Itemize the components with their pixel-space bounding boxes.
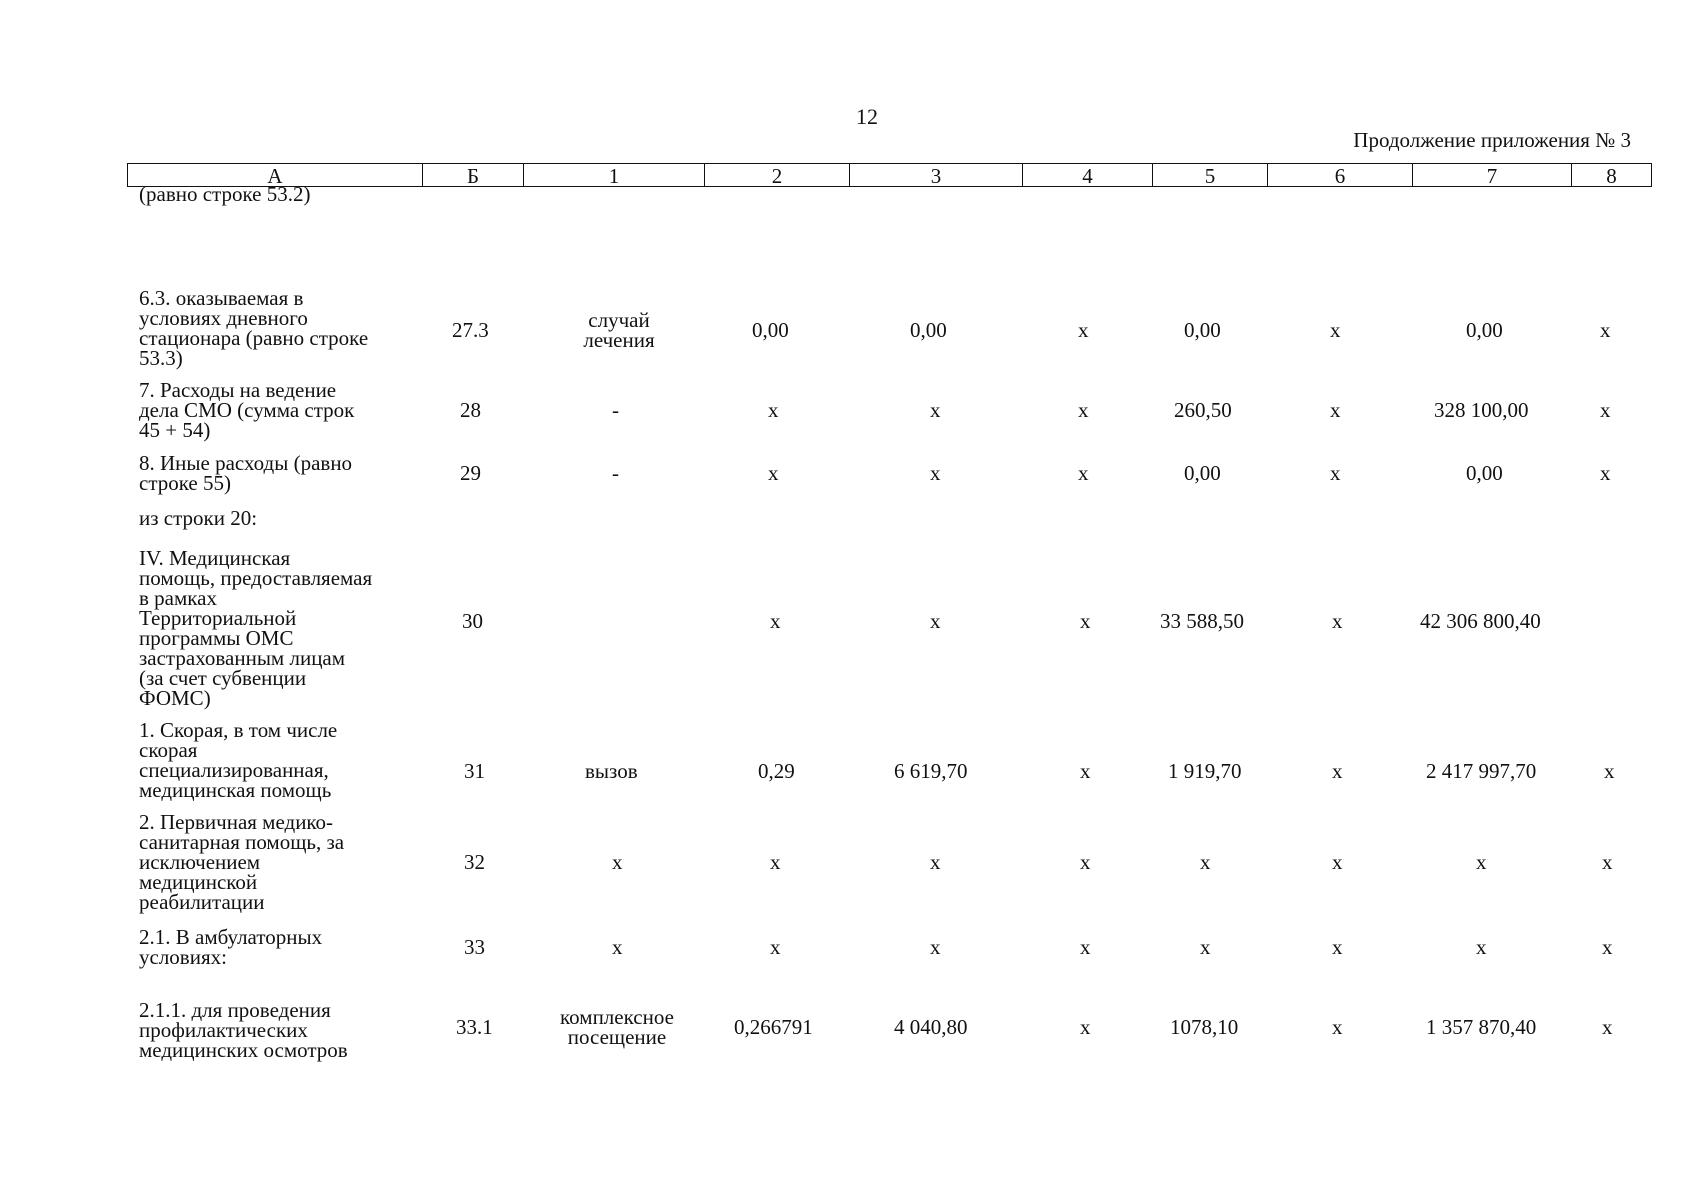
value-col-4: х (1080, 759, 1091, 783)
value-col-3: 6 619,70 (894, 759, 968, 783)
value-col-3: х (930, 609, 941, 633)
unit-cell: - (612, 461, 619, 485)
value-col-7: 328 100,00 (1434, 398, 1529, 422)
value-col-2: х (770, 850, 781, 874)
value-col-5: х (1200, 850, 1211, 874)
unit-cell: комплексное посещение (560, 1005, 674, 1049)
row-code: 27.3 (452, 318, 489, 342)
value-col-6: х (1330, 398, 1341, 422)
continuation-title: Продолжение приложения № 3 (1353, 128, 1631, 152)
row-code: 31 (464, 759, 485, 783)
value-col-5: 260,50 (1174, 398, 1232, 422)
value-col-2: 0,29 (758, 759, 795, 783)
row-label: из строки 20: (139, 506, 258, 530)
header-col-2: 2 (705, 164, 850, 187)
value-col-2: 0,00 (752, 318, 789, 342)
value-col-7: 0,00 (1466, 461, 1503, 485)
value-col-4: х (1080, 609, 1091, 633)
value-col-7: 0,00 (1466, 318, 1503, 342)
row-label: 2. Первичная медико- санитарная помощь, за исключением медицинской реабилитации (139, 810, 345, 914)
unit-cell: вызов (585, 759, 638, 783)
row-label: 2.1. В амбулаторных условиях: (139, 925, 323, 969)
header-col-a: А (128, 164, 423, 187)
row-label: (равно строке 53.2) (139, 182, 311, 206)
value-col-8: х (1600, 318, 1611, 342)
value-col-6: х (1332, 935, 1343, 959)
value-col-2: 0,266791 (734, 1015, 813, 1039)
value-col-6: х (1332, 850, 1343, 874)
header-col-b: Б (423, 164, 524, 187)
value-col-3: х (930, 461, 941, 485)
value-col-2: х (768, 461, 779, 485)
value-col-4: х (1080, 850, 1091, 874)
value-col-6: х (1332, 609, 1343, 633)
value-col-5: 33 588,50 (1160, 609, 1244, 633)
row-label: 6.3. оказываемая в условиях дневного стационара (равно строке 53.3) (139, 286, 369, 370)
row-code: 33.1 (456, 1015, 493, 1039)
unit-cell: случай лечения (583, 308, 655, 352)
page-number: 12 (856, 104, 878, 129)
value-col-5: 1 919,70 (1168, 759, 1242, 783)
value-col-6: х (1332, 1015, 1343, 1039)
value-col-3: 0,00 (910, 318, 947, 342)
value-col-8: х (1602, 1015, 1613, 1039)
value-col-5: 0,00 (1184, 318, 1221, 342)
value-col-5: 1078,10 (1170, 1015, 1239, 1039)
value-col-8: х (1600, 461, 1611, 485)
row-label: 8. Иные расходы (равно строке 55) (139, 451, 353, 495)
value-col-3: х (930, 398, 941, 422)
header-col-5: 5 (1153, 164, 1268, 187)
value-col-4: х (1078, 318, 1089, 342)
value-col-5: 0,00 (1184, 461, 1221, 485)
value-col-7: х (1476, 850, 1487, 874)
row-code: 28 (460, 398, 481, 422)
header-col-7: 7 (1413, 164, 1572, 187)
value-col-8: х (1602, 935, 1613, 959)
value-col-3: х (930, 850, 941, 874)
row-code: 33 (464, 935, 485, 959)
row-label: IV. Медицинская помощь, предоставляемая в рамках Территориальной программы ОМС застрахованным лицам (за счет субвенции ФОМС) (139, 546, 373, 710)
row-label: 2.1.1. для проведения профилактических медицинских осмотров (139, 998, 348, 1062)
value-col-3: 4 040,80 (894, 1015, 968, 1039)
header-col-1: 1 (524, 164, 705, 187)
value-col-6: х (1332, 759, 1343, 783)
unit-cell: - (612, 398, 619, 422)
value-col-2: х (770, 609, 781, 633)
value-col-2: х (770, 935, 781, 959)
value-col-8: х (1604, 759, 1615, 783)
row-code: 29 (460, 461, 481, 485)
value-col-2: х (768, 398, 779, 422)
value-col-3: х (930, 935, 941, 959)
row-label: 7. Расходы на ведение дела СМО (сумма строк 45 + 54) (139, 378, 355, 442)
value-col-4: х (1078, 398, 1089, 422)
header-col-3: 3 (850, 164, 1023, 187)
value-col-4: х (1080, 935, 1091, 959)
value-col-5: х (1200, 935, 1211, 959)
header-col-4: 4 (1023, 164, 1153, 187)
value-col-6: х (1330, 461, 1341, 485)
value-col-6: х (1330, 318, 1341, 342)
unit-cell: х (612, 850, 623, 874)
value-col-7: х (1476, 935, 1487, 959)
value-col-7: 42 306 800,40 (1420, 609, 1541, 633)
unit-cell: х (612, 935, 623, 959)
value-col-7: 1 357 870,40 (1426, 1015, 1537, 1039)
value-col-8: х (1602, 850, 1613, 874)
row-label: 1. Скорая, в том числе скорая специализированная, медицинская помощь (139, 718, 338, 802)
value-col-7: 2 417 997,70 (1426, 759, 1537, 783)
header-col-8: 8 (1572, 164, 1652, 187)
header-col-6: 6 (1268, 164, 1413, 187)
value-col-4: х (1078, 461, 1089, 485)
row-code: 32 (464, 850, 485, 874)
value-col-4: х (1080, 1015, 1091, 1039)
row-code: 30 (462, 609, 483, 633)
value-col-8: х (1600, 398, 1611, 422)
